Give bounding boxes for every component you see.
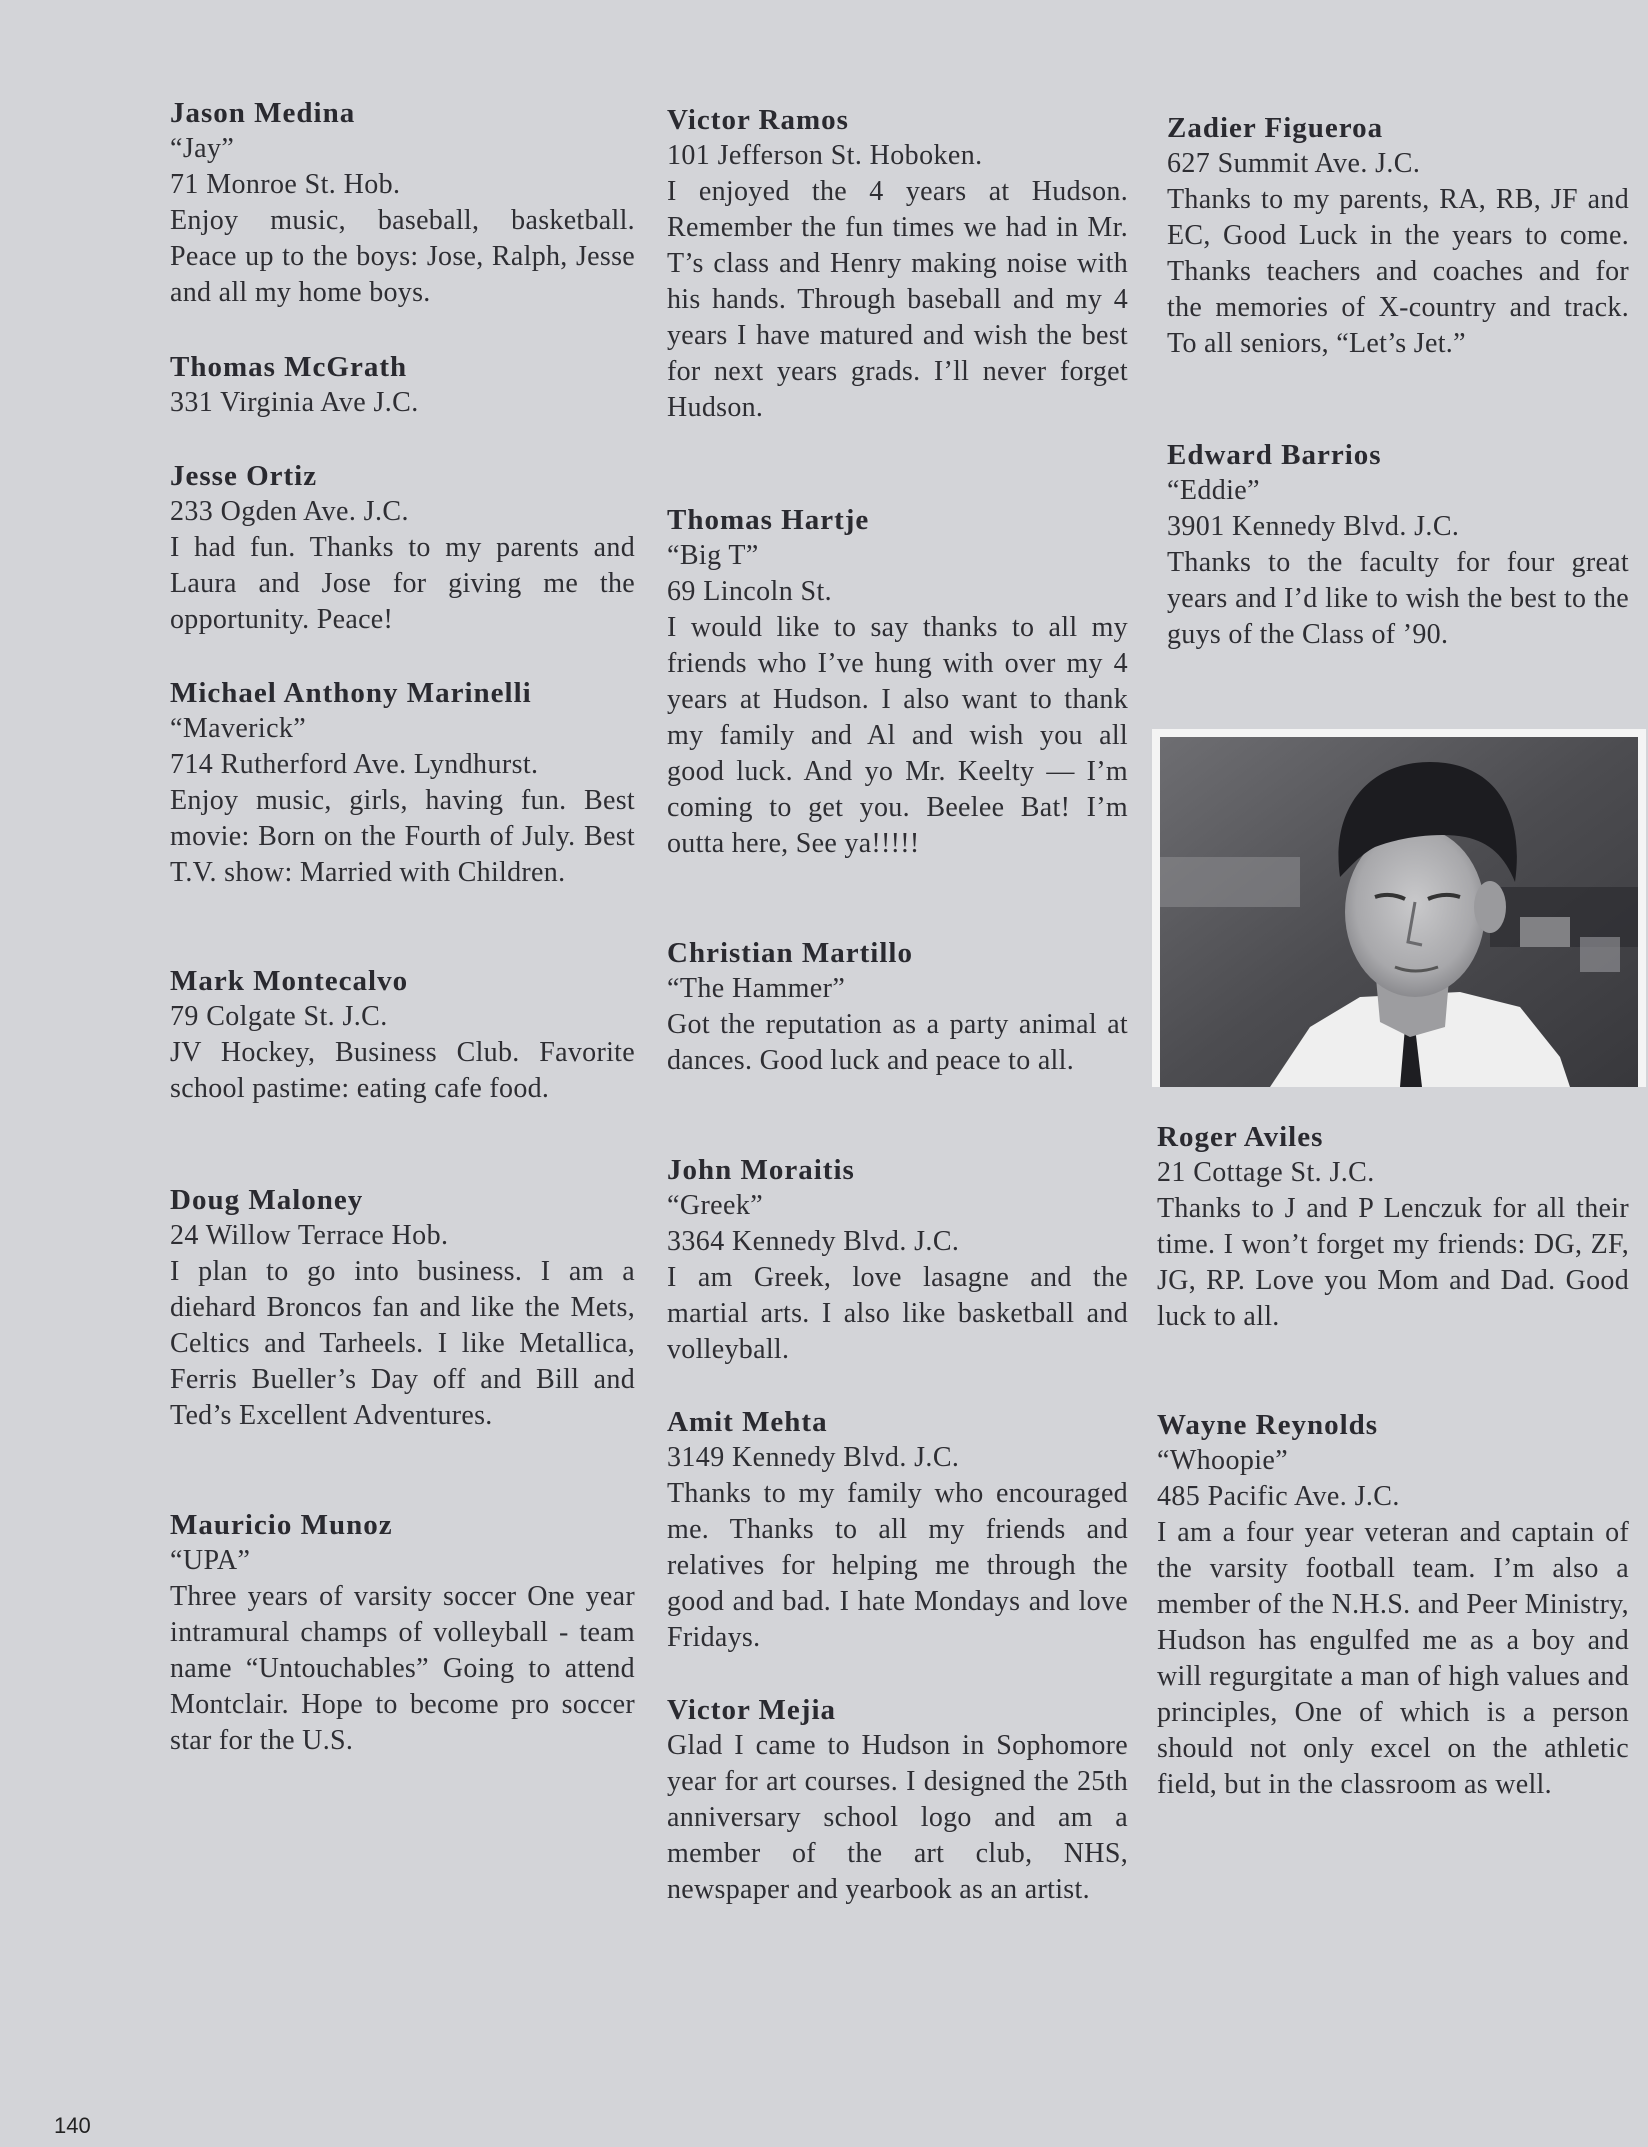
senior-statement: Thanks to my parents, RA, RB, JF and EC, Good Luck in the years to come. Thanks teachers and coaches and for the memories of X-country and track. To all seniors, “Let’s Jet.”: [1167, 184, 1629, 359]
senior-nickname: “Eddie”: [1167, 475, 1260, 506]
senior-name: Wayne Reynolds: [1157, 1409, 1379, 1441]
entry-thomas-mcgrath: [170, 349, 635, 421]
senior-name: Victor Mejia: [667, 1694, 837, 1726]
senior-address: 3149 Kennedy Blvd. J.C.: [667, 1442, 960, 1473]
entry-wayne-reynolds: [1157, 1407, 1629, 1803]
senior-name: Thomas Hartje: [667, 504, 870, 536]
senior-statement: Thanks to J and P Lenczuk for all their time. I won’t forget my friends: DG, ZF, JG, RP. Love you Mom and Dad. Good luck to all.: [1157, 1193, 1629, 1332]
senior-name: Doug Maloney: [170, 1184, 364, 1216]
entry-christian-martillo: [667, 935, 1128, 1079]
entry-roger-aviles: [1157, 1119, 1629, 1335]
senior-nickname: “Jay”: [170, 133, 235, 164]
senior-statement: Got the reputation as a party animal at dances. Good luck and peace to all.: [667, 1009, 1128, 1076]
senior-address: 3901 Kennedy Blvd. J.C.: [1167, 511, 1460, 542]
senior-address: 627 Summit Ave. J.C.: [1167, 148, 1421, 179]
senior-statement: I enjoyed the 4 years at Hudson. Remember the fun times we had in Mr. T’s class and Henry making noise with his hands. Through baseball and my 4 years I have matured and wish the best for next years grads. I’ll never forget Hudson.: [667, 176, 1128, 423]
senior-address: 101 Jefferson St. Hoboken.: [667, 140, 983, 171]
entry-doug-maloney: [170, 1182, 635, 1434]
senior-address: 233 Ogden Ave. J.C.: [170, 496, 409, 527]
senior-nickname: “Big T”: [667, 540, 759, 571]
senior-address: 485 Pacific Ave. J.C.: [1157, 1481, 1400, 1512]
senior-statement: I would like to say thanks to all my friends who I’ve hung with over my 4 years at Hudson. I also want to thank my family and Al and wish you all good luck. And yo Mr. Keelty — I’m coming to get you. Beelee Bat! I’m outta here, See ya!!!!!: [667, 612, 1128, 859]
senior-name: Mark Montecalvo: [170, 965, 409, 997]
senior-statement: Thanks to my family who encouraged me. Thanks to all my friends and relatives for helping me through the good and bad. I hate Mondays and love Fridays.: [667, 1478, 1128, 1653]
senior-statement: I am a four year veteran and captain of the varsity football team. I’m also a member of the N.H.S. and Peer Ministry, Hudson has engulfed me as a boy and will regurgitate a man of high values and principles, One of which is a person should not only excel on the athletic field, but in the classroom as well.: [1157, 1517, 1629, 1800]
senior-portrait-photo: [1152, 729, 1646, 1087]
senior-statement: JV Hockey, Business Club. Favorite school pastime: eating cafe food.: [170, 1037, 635, 1104]
senior-statement: Three years of varsity soccer One year intramural champs of volleyball - team name “Untouchables” Going to attend Montclair. Hope to become pro soccer star for the U.S.: [170, 1581, 635, 1756]
entry-edward-barrios: [1167, 437, 1629, 653]
senior-name: Zadier Figueroa: [1167, 112, 1384, 144]
senior-name: Victor Ramos: [667, 104, 849, 136]
senior-name: Christian Martillo: [667, 937, 913, 969]
senior-statement: Enjoy music, girls, having fun. Best movie: Born on the Fourth of July. Best T.V. show: Married with Children.: [170, 785, 635, 888]
entry-mauricio-munoz: [170, 1507, 635, 1759]
senior-statement: Enjoy music, baseball, basketball. Peace up to the boys: Jose, Ralph, Jesse and all my home boys.: [170, 205, 635, 308]
senior-statement: Thanks to the faculty for four great years and I’d like to wish the best to the guys of the Class of ’90.: [1167, 547, 1629, 650]
senior-nickname: “Greek”: [667, 1190, 764, 1221]
senior-nickname: “UPA”: [170, 1545, 251, 1576]
senior-statement: Glad I came to Hudson in Sophomore year for art courses. I designed the 25th anniversary school logo and am a member of the art club, NHS, newspaper and yearbook as an artist.: [667, 1730, 1128, 1905]
senior-statement: I plan to go into business. I am a diehard Broncos fan and like the Mets, Celtics and Tarheels. I like Metallica, Ferris Bueller’s Day off and Bill and Ted’s Excellent Adventures.: [170, 1256, 635, 1431]
senior-address: 71 Monroe St. Hob.: [170, 169, 401, 200]
entry-michael-marinelli: [170, 675, 635, 891]
entry-zadier-figueroa: [1167, 110, 1629, 362]
senior-address: 3364 Kennedy Blvd. J.C.: [667, 1226, 960, 1257]
entry-thomas-hartje: [667, 502, 1128, 862]
entry-jason-medina: [170, 95, 635, 311]
entry-mark-montecalvo: [170, 963, 635, 1107]
senior-statement: I am Greek, love lasagne and the martial arts. I also like basketball and volleyball.: [667, 1262, 1128, 1365]
senior-nickname: “The Hammer”: [667, 973, 846, 1004]
portrait-image: [1160, 737, 1638, 1087]
senior-name: Jesse Ortiz: [170, 460, 318, 492]
senior-address: 714 Rutherford Ave. Lyndhurst.: [170, 749, 539, 780]
senior-address: 69 Lincoln St.: [667, 576, 833, 607]
entry-jesse-ortiz: [170, 458, 635, 638]
senior-name: Amit Mehta: [667, 1406, 828, 1438]
page-number: 140: [54, 2113, 91, 2138]
senior-address: 24 Willow Terrace Hob.: [170, 1220, 449, 1251]
senior-name: Michael Anthony Marinelli: [170, 677, 532, 709]
senior-nickname: “Maverick”: [170, 713, 307, 744]
senior-name: Jason Medina: [170, 97, 356, 129]
senior-name: Roger Aviles: [1157, 1121, 1324, 1153]
senior-address: 21 Cottage St. J.C.: [1157, 1157, 1375, 1188]
senior-address: 331 Virginia Ave J.C.: [170, 387, 419, 418]
entry-victor-ramos: [667, 102, 1128, 426]
senior-name: Edward Barrios: [1167, 439, 1382, 471]
senior-nickname: “Whoopie”: [1157, 1445, 1289, 1476]
senior-name: Thomas McGrath: [170, 351, 408, 383]
senior-address: 79 Colgate St. J.C.: [170, 1001, 388, 1032]
senior-name: John Moraitis: [667, 1154, 855, 1186]
senior-statement: I had fun. Thanks to my parents and Laura and Jose for giving me the opportunity. Peace!: [170, 532, 635, 635]
entry-john-moraitis: [667, 1152, 1128, 1368]
senior-name: Mauricio Munoz: [170, 1509, 393, 1541]
entry-amit-mehta: [667, 1404, 1128, 1656]
entry-victor-mejia: [667, 1692, 1128, 1908]
